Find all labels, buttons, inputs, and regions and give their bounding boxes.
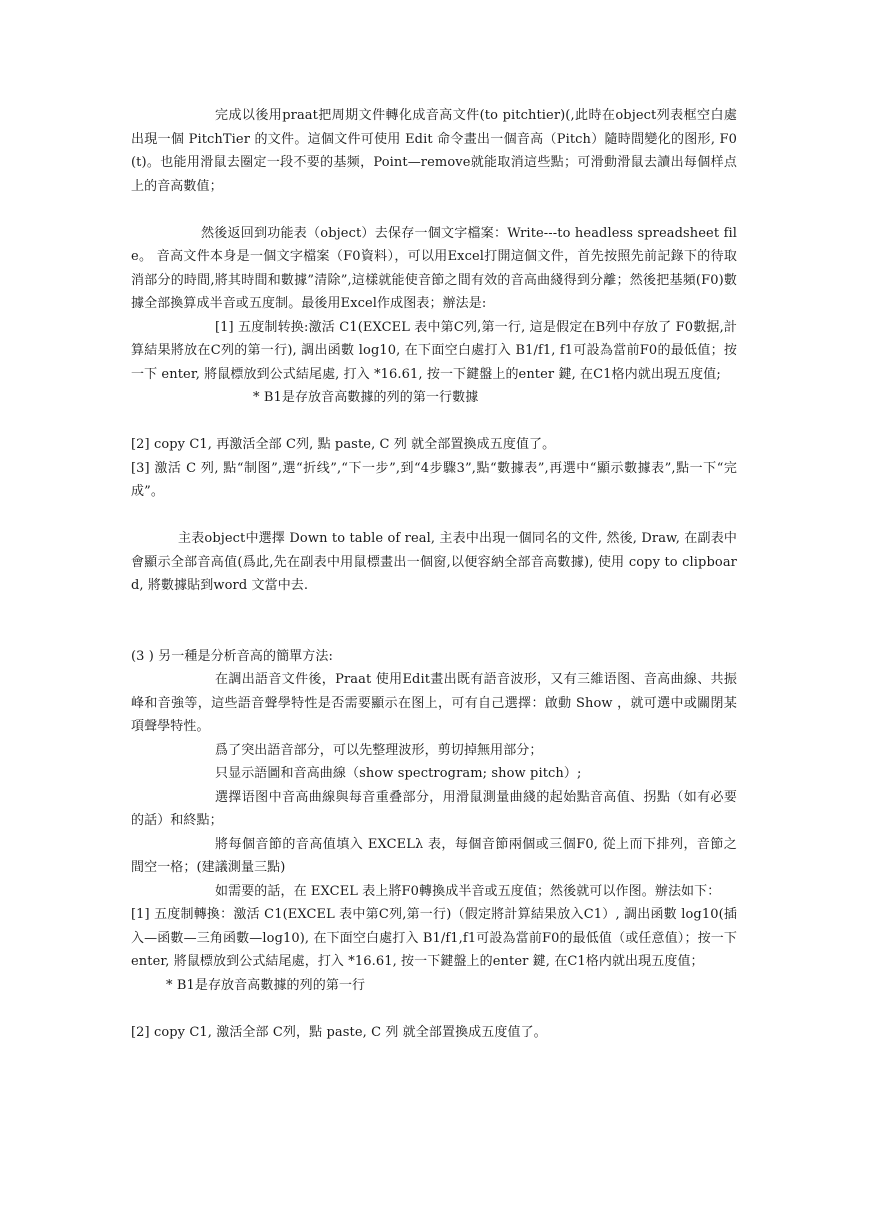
- paragraph-step-2: [2] copy C1, 再激活全部 C列, 點 paste, C 列 就全部置換成五度值了。: [131, 437, 556, 452]
- paragraph-pitchtier: 完成以後用praat把周期文件轉化成音高文件(to pitchtier)(,此時在object列表框空白處出現一個 PitchTier 的文件。這個文件可使用 Edit 命令畫出一個音高（Pitch）隨時間變化的图形, F0(t)。也能用滑鼠去圈定一段不要的基频，Point—remove就能取消這些點；可滑動滑鼠去讀出每個样点上的音高數值；: [131, 108, 737, 194]
- note-b1: * B1是存放音高數據的列的第一行數據: [253, 390, 479, 405]
- paragraph-show-spectrogram: 只显示語圖和音高曲線（show spectrogram; show pitch）;: [215, 766, 582, 781]
- paragraph-praat-edit: 在調出語音文件後，Praat 使用Edit畫出既有語音波形，又有三維语图、音高曲線、共振峰和音強等，這些語音聲學特性是否需要顯示在图上，可有自己選擇：啟動 Show ，就可選中或關閉某項聲學特性。: [131, 672, 737, 734]
- document-page: [131, 104, 737, 1044]
- paragraph-step-3: [3] 激活 C 列, 點“制图”,選“折线”,“下一步”,到“4步驟3”,點“數據表”,再選中“顯示數據表”,點一下“完成”。: [131, 460, 737, 499]
- spacer: [131, 410, 737, 434]
- paragraph-convert: 如需要的話，在 EXCEL 表上將F0轉換成半音或五度值；然後就可以作图。辦法如下：: [215, 883, 721, 899]
- paragraph-step-1b: [1] 五度制轉換：激活 C1(EXCEL 表中第C列,第一行)（假定將計算結果放入C1）, 調出函數 log10(插入—函數—三角函數—log10), 在下面空白處打入 B1/f1,f1可設為當前F0的最低值（或任意值）；按一下 enter, 將鼠標放到公式結尾處，打入 *16.61, 按一下鍵盤上的enter 鍵, 在C1格内就出現五度值；: [131, 907, 737, 969]
- spacer: [131, 504, 737, 528]
- spacer: [131, 598, 737, 645]
- paragraph-measure-pitch: 選擇语图中音高曲線與每音重叠部分，用滑鼠測量曲綫的起始點音高值、拐點（如有必要的話）和終點；: [131, 789, 737, 828]
- paragraph-trim-waveform: 爲了突出語音部分，可以先整理波形，剪切掉無用部分；: [215, 742, 543, 758]
- paragraph-save-text-file: 然後返回到功能表（object）去保存一個文字檔案：Write---to headless spreadsheet file。 音高文件本身是一個文字檔案（F0資料），可以用Excel打開這個文件，首先按照先前記錄下的待取消部分的時間,將其時間和數據”清除”,這樣就能使音節之間有效的音高曲綫得到分離；然後把基頻(F0)數據全部換算成半音或五度制。最後用Excel作成图表；辦法是:: [131, 225, 737, 311]
- paragraph-step-1: [1] 五度制转换:激活 C1(EXCEL 表中第C列,第一行, 這是假定在B列中存放了 F0數据,計算結果將放在C列的第一行), 調出函數 log10, 在下面空白處打入 B1/f1, f1可設為當前F0的最低值；按一下 enter, 將鼠標放到公式結尾處, 打入 *16.61, 按一下鍵盤上的enter 鍵, 在C1格内就出現五度值;: [131, 319, 737, 382]
- paragraph-step-2b: [2] copy C1, 激活全部 C列，點 paste, C 列 就全部置換成五度值了。: [131, 1024, 547, 1040]
- paragraph-table-of-real: 主表object中選擇 Down to table of real, 主表中出現一個同名的文件, 然後, Draw, 在副表中會顯示全部音高值(爲此,先在副表中用鼠標畫出一個窗,以便容納全部音高數據), 使用 copy to clipboard, 將數據貼到word 文當中去.: [131, 531, 737, 593]
- section-heading-3: (3 ) 另一種是分析音高的簡單方法:: [131, 648, 333, 664]
- paragraph-fill-excel: 將每個音節的音高值填入 EXCELλ 表，每個音節兩個或三個F0, 從上而下排列，音節之間空一格；(建議測量三點): [131, 836, 737, 875]
- spacer: [131, 198, 737, 222]
- spacer: [131, 997, 737, 1021]
- note-b1-short: * B1是存放音高數據的列的第一行: [166, 977, 366, 993]
